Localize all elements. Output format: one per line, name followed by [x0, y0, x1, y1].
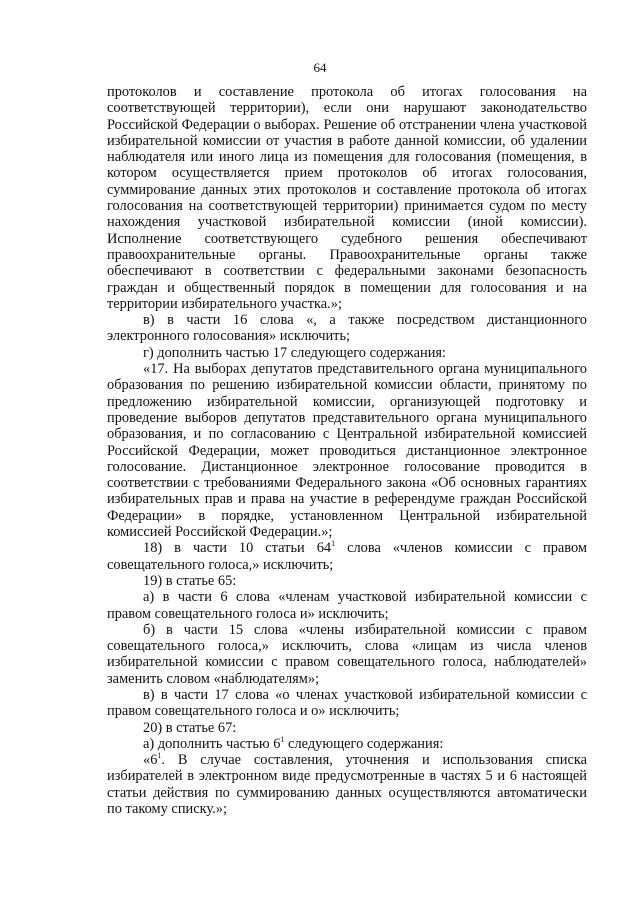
paragraph-part-6-1-text [107, 752, 587, 817]
paragraph-item-19: 19) в статье 65: [143, 572, 237, 589]
paragraph-item-19-v: в) в части 17 слова «о членах участковой избирательной комиссии с правом совещательного голоса и о» исключить; [107, 686, 587, 720]
paragraph-item-v-part-16: в) в части 16 слова «, а также посредством дистанционного электронного голосования» исключить; [107, 312, 587, 345]
superscript: 1 [280, 735, 285, 745]
superscript: 1 [331, 539, 336, 549]
paragraph-text-before-sup: «6 [143, 752, 158, 769]
paragraph-text-after-sup: следующего содержания: [284, 735, 444, 752]
paragraph-text-after-sup: . В случае составления, уточнения и использования списка избирателей в электронном виде предусмотренные в частях 5 и 6 настоящей статьи действия по суммированию данных осуществляются автоматически по такому списку.»; [107, 752, 587, 818]
page-number: 64 [313, 60, 327, 75]
paragraph-text-after-sup: слова «членов комиссии с правом совещательного голоса,» исключить; [107, 540, 588, 573]
paragraph-item-19-a: а) в части 6 слова «членам участковой избирательной комиссии с правом совещательного голоса и» исключить; [107, 589, 587, 622]
document-body [107, 84, 587, 817]
paragraph-item-19-b: б) в части 15 слова «члены избирательной комиссии с правом совещательного голоса,» исключить, слова «лицам из числа членов избирательной комиссии с правом совещательного голоса, наблюдателей» заменить словом «наблюдателям»; [107, 621, 587, 687]
paragraph-text-before-sup: а) дополнить частью 6 [143, 735, 281, 752]
paragraph-item-18 [107, 540, 587, 573]
superscript: 1 [157, 751, 162, 761]
paragraph-continuation: протоколов и составление протокола об итогах голосования на соответствующей территории), если они нарушают законодательство Российской Федерации о выборах. Решение об отстранении члена участковой избирательной комиссии от участия в работе данной комиссии, об удалении наблюдателя или иного лица из помещения для голосования (помещения, в котором осуществляется прием протоколов об итогах голосования, суммирование данных этих протоколов и составление протокола об итогах голосования на соответствующей территории) принимается судом по месту нахождения участковой избирательной комиссии (иной комиссии). Исполнение соответствующего судебного решения обеспечивают правоохранительные органы. Правоохранительные органы также обеспечивают в соответствии с федеральными законами безопасность граждан и общественный порядок в помещении для голосования и на территории избирательного участка.»; [107, 84, 587, 312]
paragraph-item-20-a [107, 736, 587, 752]
paragraph-item-20: 20) в статье 67: [143, 719, 237, 736]
paragraph-text-before-sup: 18) в части 10 статьи 64 [143, 540, 332, 557]
paragraph-part-17-text: «17. На выборах депутатов представительного органа муниципального образования по решению избирательной комиссии области, принятому по предложению избирательной комиссии, организующей подготовку и проведение выборов депутатов представительного органа муниципального образования, и по согласованию с Центральной избирательной комиссией Российской Федерации, может проводиться дистанционное электронное голосование. Дистанционное электронное голосование проводится в соответствии с требованиями Федерального закона «Об основных гарантиях избирательных прав и права на участие в референдуме граждан Российской Федерации» в порядке, установленном Центральной избирательной комиссией Российской Федерации.»; [107, 361, 587, 541]
paragraph-item-g-part-17: г) дополнить частью 17 следующего содержания: [143, 344, 447, 361]
